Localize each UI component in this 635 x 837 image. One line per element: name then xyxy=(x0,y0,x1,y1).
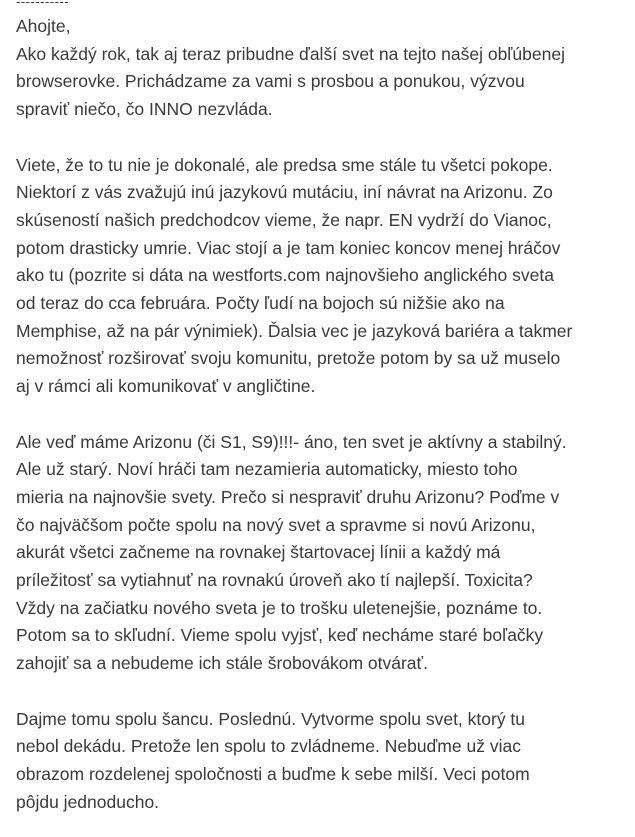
text-line: nemožnosť rozširovať svoju komunitu, pretože potom by sa už muselo xyxy=(16,348,561,369)
text-line: čo najväčšom počte spolu na nový svet a spravme si novú Arizonu, xyxy=(16,514,536,535)
text-line: Ako každý rok, tak aj teraz pribudne ďalší svet na tejto našej obľúbenej xyxy=(16,43,565,64)
text-line: spraviť niečo, čo INNO nezvláda. xyxy=(16,99,273,120)
paragraph-situation xyxy=(16,152,628,401)
text-line: Niektorí z vás zvažujú inú jazykovú mutáciu, iní návrat na Arizonu. Zo xyxy=(16,182,553,203)
text-line: pôjdu jednoducho. xyxy=(16,791,160,812)
paragraph-closing xyxy=(16,706,628,817)
text-line: mieria na najnovšie svety. Prečo si nespraviť druhu Arizonu? Poďme v xyxy=(16,486,560,507)
paragraph-greeting xyxy=(16,13,628,124)
text-line: obrazom rozdelenej spoločnosti a buďme k sebe milší. Veci potom xyxy=(16,763,530,784)
text-line: browserovke. Prichádzame za vami s prosbou a ponukou, výzvou xyxy=(16,71,525,92)
text-line: od teraz do cca februára. Počty ľudí na bojoch sú nižšie ako na xyxy=(16,293,505,314)
forum-post-body xyxy=(16,0,628,816)
text-line: Ahojte, xyxy=(16,16,71,36)
text-line: potom drasticky umrie. Viac stojí a je tam koniec koncov menej hráčov xyxy=(16,237,561,258)
text-line: akurát všetci začneme na rovnakej štartovacej línii a každý má xyxy=(16,542,501,563)
text-line: skúseností našich predchodcov vieme, že napr. EN vydrží do Vianoc, xyxy=(16,209,552,230)
text-line: príležitosť sa vytiahnuť na rovnakú úroveň ako tí najlepší. Toxicita? xyxy=(16,570,533,591)
text-line: Memphise, až na pár výnimiek). Ďalsia vec je jazyková bariéra a takmer xyxy=(16,320,573,341)
text-line: Ale veď máme Arizonu (či S1, S9)!!!- áno, ten svet je aktívny a stabilný. xyxy=(16,431,567,452)
text-line: Viete, že to tu nie je dokonalé, ale predsa sme stále tu všetci pokope. xyxy=(16,154,553,175)
text-line: Dajme tomu spolu šancu. Poslednú. Vytvorme spolu svet, ktorý tu xyxy=(16,708,526,729)
text-line: ako tu (pozrite si dáta na westforts.com najnovšieho anglického sveta xyxy=(16,265,554,286)
text-line: zahojiť sa a nebudeme ich stále šrobovákom otvárať. xyxy=(16,653,428,674)
text-line: Vždy na začiatku nového sveta je to trošku uletenejšie, poznáme to. xyxy=(16,597,543,618)
text-line: Potom sa to skľudní. Vieme spolu vyjsť, keď necháme staré boľačky xyxy=(16,625,544,646)
text-line: Ale už starý. Noví hráči tam nezamieria automaticky, miesto toho xyxy=(16,459,518,480)
separator-line xyxy=(16,0,628,7)
text-line: nebol dekádu. Pretože len spolu to zvládneme. Nebuďme už viac xyxy=(16,736,521,757)
paragraph-arizona xyxy=(16,429,628,678)
text-line: aj v rámci ali komunikovať v angličtine. xyxy=(16,376,316,397)
